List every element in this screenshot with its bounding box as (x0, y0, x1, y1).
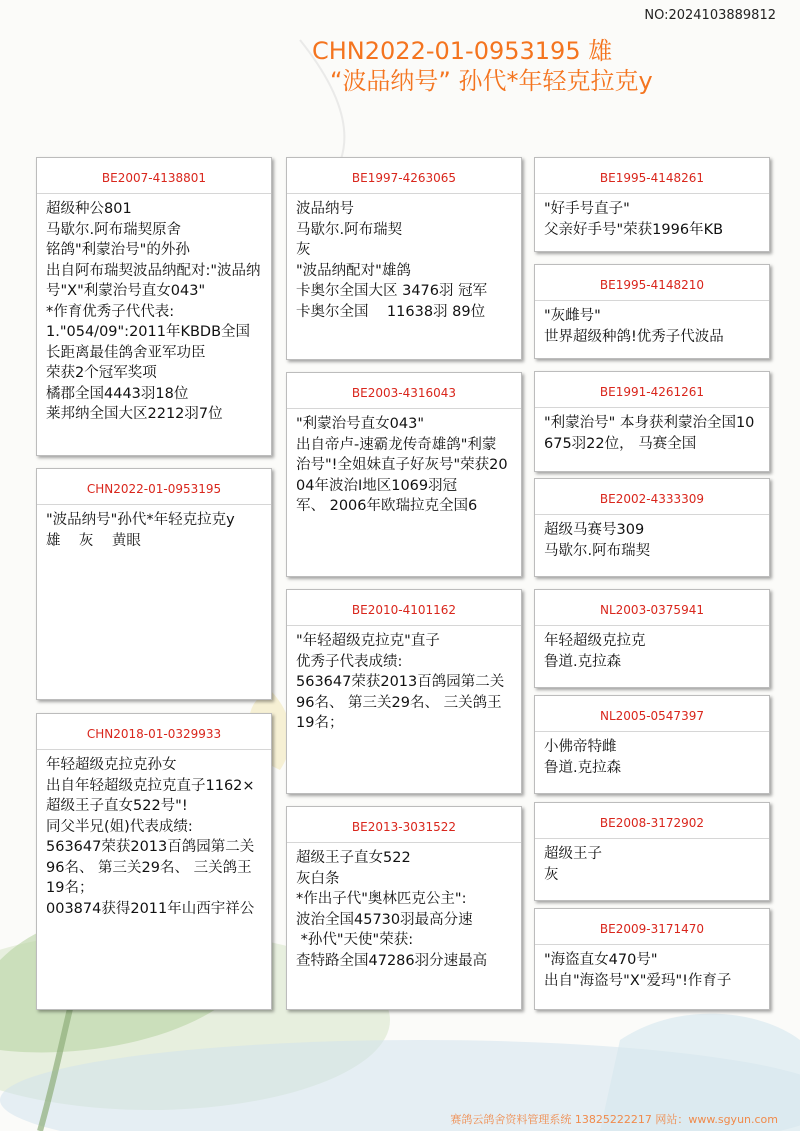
pedigree-card-dss (534, 589, 770, 688)
pedigree-card-ddd (534, 908, 770, 1010)
ring-number: CHN2022-01-0953195 (37, 469, 271, 505)
ring-number: NL2003-0375941 (535, 590, 769, 626)
ring-number: NL2005-0547397 (535, 696, 769, 732)
title-ring-number: CHN2022-01-0953195 雄 (312, 37, 613, 65)
pedigree-card-ssds (534, 371, 770, 472)
ring-number: BE2003-4316043 (287, 373, 521, 409)
pedigree-card-dd (286, 806, 522, 1010)
pedigree-card-ssd (286, 372, 522, 577)
pedigree-card-sire-sire (36, 157, 272, 456)
card-details: "利蒙治号" 本身获利蒙治全国10675羽22位， 马赛全国 (544, 415, 755, 452)
pedigree-card-subject (36, 468, 272, 700)
pedigree-card-dds (534, 802, 770, 901)
card-details: "灰雌号" 世界超级种鸽!优秀子代波品 (544, 308, 724, 345)
ring-number: BE1995-4148261 (535, 158, 769, 194)
pedigree-card-dsd (534, 695, 770, 794)
pedigree-card-sss (286, 157, 522, 360)
card-details: "好手号直子" 父亲好手号"荣获1996年KB (544, 201, 724, 238)
footer-contact: 赛鸽云鸽舍资料管理系统 13825222217 网站：www.sgyun.com (450, 1113, 778, 1126)
document-number: NO:2024103889812 (644, 8, 776, 23)
ring-number: BE2009-3171470 (535, 909, 769, 945)
ring-number: BE2013-3031522 (287, 807, 521, 843)
card-details: 超级种公801 马歇尔.阿布瑞契原舍 铭鸽"利蒙治号"的外孙 出自阿布瑞契波品纳配对:"波品纳号"X"利蒙治号直女043" *作育优秀子代代表: 1."054/09":2011年KBDB全国长距离最佳鸽舍亚军功臣 荣获2个冠军奖项 橘郡全国4443羽18位 莱邦纳全国大区2212羽7位 (46, 201, 261, 422)
pedigree-card-ssdd (534, 478, 770, 577)
pedigree-card-dam (36, 713, 272, 1010)
ring-number: BE1997-4263065 (287, 158, 521, 194)
title-pigeon-name: “波品纳号” 孙代*年轻克拉克y (330, 67, 653, 95)
card-details: "利蒙治号直女043" 出自帝卢-速霸龙传奇雄鸽"利蒙 治号"!全姐妹直子好灰号"荣获2004年波治I地区1069羽冠 军、 2006年欧瑞拉克全国6 (296, 416, 508, 514)
card-details: 年轻超级克拉克 鲁道.克拉森 (544, 633, 646, 670)
ring-number: BE2007-4138801 (37, 158, 271, 194)
ring-number: CHN2018-01-0329933 (37, 714, 271, 750)
ring-number: BE2002-4333309 (535, 479, 769, 515)
card-details: 超级王子 灰 (544, 846, 602, 883)
ring-number: BE2010-4101162 (287, 590, 521, 626)
pedigree-card-ds (286, 589, 522, 794)
ring-number: BE2008-3172902 (535, 803, 769, 839)
card-details: 年轻超级克拉克孙女 出自年轻超级克拉克直子1162×超级王子直女522号"! 同父半兄(姐)代表成绩: 563647荣获2013百鸽园第二关 96名、 第三关29名、 三关鸽王 19名； 003874获得2011年山西宇祥公 (46, 757, 255, 917)
card-details: 波品纳号 马歇尔.阿布瑞契 灰 "波品纳配对"雄鸽 卡奥尔全国大区 3476羽 冠军 卡奥尔全国 11638羽 89位 (296, 201, 488, 320)
card-details: "波品纳号"孙代*年轻克拉克y 雄 灰 黄眼 (46, 512, 235, 549)
ring-number: BE1995-4148210 (535, 265, 769, 301)
card-details: 小佛帝特雌 鲁道.克拉森 (544, 739, 622, 776)
card-details: 超级王子直女522 灰白条 *作出子代"奥林匹克公主": 波治全国45730羽最高分速 *孙代"天使"荣获: 查特路全国47286羽分速最高 (296, 850, 488, 969)
page-title (312, 36, 653, 96)
card-details: 超级马赛号309 马歇尔.阿布瑞契 (544, 522, 651, 559)
card-details: "海盗直女470号" 出自"海盗号"X"爱玛"!作育子 (544, 952, 732, 989)
pedigree-card-ssss (534, 157, 770, 252)
pedigree-card-sssd (534, 264, 770, 359)
ring-number: BE1991-4261261 (535, 372, 769, 408)
card-details: "年轻超级克拉克"直子 优秀子代表成绩: 563647荣获2013百鸽园第二关 96名、 第三关29名、 三关鸽王 19名； (296, 633, 505, 731)
